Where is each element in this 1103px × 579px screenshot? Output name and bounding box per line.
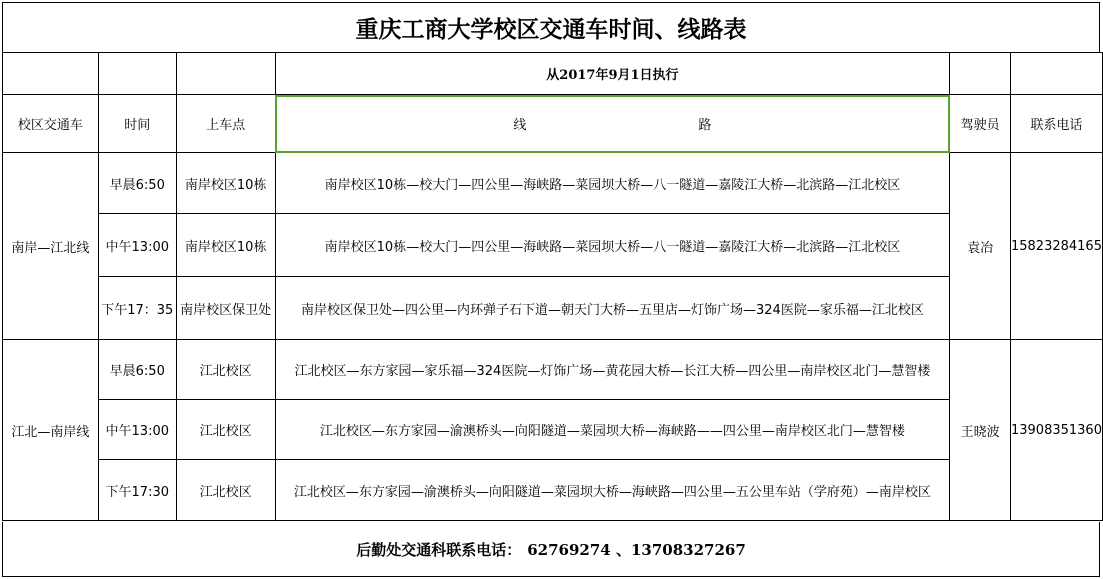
trip-time[interactable]: 下午17:30 [98,460,176,521]
trip-time[interactable]: 中午13:00 [98,214,176,277]
table-row [3,153,1103,214]
empty-cell[interactable] [1010,53,1102,95]
table-row [3,340,1103,400]
empty-cell[interactable] [3,53,99,95]
trip-boarding[interactable]: 江北校区 [176,400,275,460]
schedule-table [2,52,1103,521]
trip-route[interactable]: 江北校区—东方家园—渝澳桥头—向阳隧道—菜园坝大桥—海峡路——四公里—南岸校区北门—慧智楼 [275,400,950,460]
trip-boarding[interactable]: 南岸校区10栋 [176,214,275,277]
driver-name[interactable]: 袁冶 [950,153,1011,340]
header-route-char-1: 线 [513,118,527,133]
trip-time[interactable]: 中午13:00 [98,400,176,460]
footer-phones: 62769274 、13708327267 [527,540,746,559]
header-route-selected-cell[interactable] [275,95,950,153]
trip-boarding[interactable]: 江北校区 [176,340,275,400]
header-line[interactable]: 校区交通车 [3,95,99,153]
header-time[interactable]: 时间 [98,95,176,153]
trip-route[interactable]: 南岸校区10栋—校大门—四公里—海峡路—菜园坝大桥—八一隧道—嘉陵江大桥—北滨路—江北校区 [275,214,950,277]
driver-phone[interactable]: 13908351360 [1010,340,1102,521]
trip-time[interactable]: 早晨6:50 [98,153,176,214]
table-row [3,277,1103,340]
trip-boarding[interactable]: 江北校区 [176,460,275,521]
trip-boarding[interactable]: 南岸校区保卫处 [176,277,275,340]
footer-contact[interactable] [2,522,1100,577]
table-row [3,214,1103,277]
header-route-char-2: 路 [698,118,712,133]
empty-cell[interactable] [176,53,275,95]
driver-phone[interactable]: 15823284165 [1010,153,1102,340]
table-row [3,460,1103,521]
empty-cell[interactable] [98,53,176,95]
trip-route[interactable]: 南岸校区保卫处—四公里—内环弹子石下道—朝天门大桥—五里店—灯饰广场—324医院—家乐福—江北校区 [275,277,950,340]
trip-route[interactable]: 江北校区—东方家园—家乐福—324医院—灯饰广场—黄花园大桥—长江大桥—四公里—南岸校区北门—慧智楼 [275,340,950,400]
effective-row [3,53,1103,95]
trip-time[interactable]: 早晨6:50 [98,340,176,400]
trip-route[interactable]: 南岸校区10栋—校大门—四公里—海峡路—菜园坝大桥—八一隧道—嘉陵江大桥—北滨路—江北校区 [275,153,950,214]
empty-cell[interactable] [950,53,1011,95]
trip-time[interactable]: 下午17：35 [98,277,176,340]
driver-name[interactable]: 王晓波 [950,340,1011,521]
footer-label: 后勤处交通科联系电话： [356,540,522,559]
table-row [3,400,1103,460]
header-row [3,95,1103,153]
trip-boarding[interactable]: 南岸校区10栋 [176,153,275,214]
header-boarding[interactable]: 上车点 [176,95,275,153]
effective-date[interactable]: 从2017年9月1日执行 [275,53,950,95]
line-name[interactable]: 南岸—江北线 [3,153,99,340]
header-driver[interactable]: 驾驶员 [950,95,1011,153]
header-phone[interactable]: 联系电话 [1010,95,1102,153]
page-title[interactable]: 重庆工商大学校区交通车时间、线路表 [2,2,1100,53]
trip-route[interactable]: 江北校区—东方家园—渝澳桥头—向阳隧道—菜园坝大桥—海峡路—四公里—五公里车站（学府苑）—南岸校区 [275,460,950,521]
line-name[interactable]: 江北—南岸线 [3,340,99,521]
